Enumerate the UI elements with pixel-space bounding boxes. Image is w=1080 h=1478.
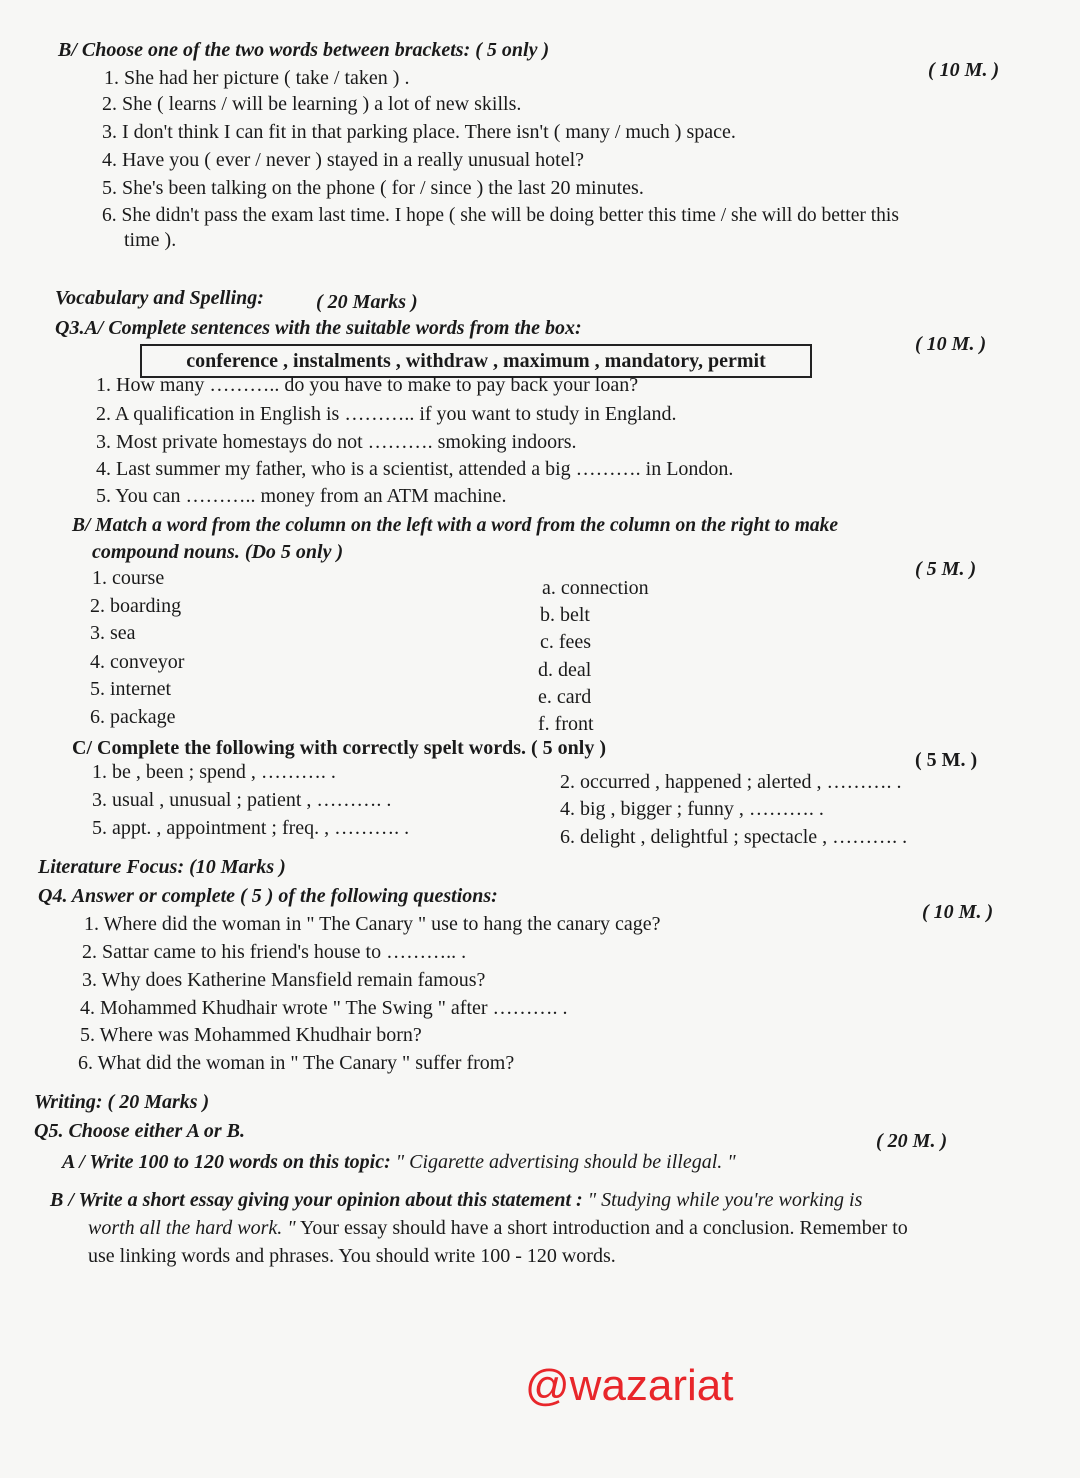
q4-item-1: 1. Where did the woman in " The Canary " use to hang the canary cage?	[84, 913, 661, 935]
match-left-2: 2. boarding	[90, 595, 182, 617]
q3b-heading-line-2: compound nouns. (Do 5 only )	[92, 541, 344, 563]
match-left-3: 3. sea	[90, 622, 136, 644]
match-right-b: b. belt	[540, 604, 590, 626]
match-right-f: f. front	[538, 713, 594, 735]
q4-item-5: 5. Where was Mohammed Khudhair born?	[80, 1024, 422, 1046]
q5-option-b-label: B / Write a short essay giving your opinion about this statement :	[50, 1189, 583, 1211]
vocab-marks: ( 20 Marks )	[316, 291, 418, 313]
part-b-item-6-cont: time ).	[124, 229, 177, 251]
spelling-5: 5. appt. , appointment ; freq. , ………. .	[92, 817, 410, 839]
q4-heading: Q4. Answer or complete ( 5 ) of the following questions:	[38, 885, 498, 907]
q3a-item-1: 1. How many ……….. do you have to make to pay back your loan?	[96, 374, 639, 396]
match-left-4: 4. conveyor	[90, 651, 185, 673]
q4-item-6: 6. What did the woman in " The Canary " suffer from?	[78, 1052, 515, 1074]
spelling-2: 2. occurred , happened ; alerted , ………. .	[560, 771, 902, 793]
q4-item-4: 4. Mohammed Khudhair wrote " The Swing " after ………. .	[80, 997, 568, 1019]
match-right-e: e. card	[538, 686, 592, 708]
q5-option-a	[62, 1150, 736, 1174]
q3b-heading-line-1: B/ Match a word from the column on the left with a word from the column on the right to make	[72, 515, 839, 536]
q3a-item-5: 5. You can ……….. money from an ATM machine.	[96, 485, 507, 507]
spelling-3: 3. usual , unusual ; patient , ………. .	[92, 789, 392, 811]
q5-option-b-line-1	[50, 1188, 862, 1212]
q3c-heading: C/ Complete the following with correctly spelt words. ( 5 only )	[72, 737, 607, 759]
q5-option-b-quote-1: " Studying while you're working is	[587, 1189, 863, 1211]
match-left-1: 1. course	[92, 567, 165, 589]
q3a-heading: Q3.A/ Complete sentences with the suitable words from the box:	[55, 317, 582, 339]
q3a-item-3: 3. Most private homestays do not ………. smoking indoors.	[96, 431, 577, 453]
q3b-marks: ( 5 M. )	[915, 558, 977, 580]
watermark-handle: @wazariat	[525, 1361, 734, 1410]
spelling-1: 1. be , been ; spend , ………. .	[92, 761, 336, 783]
match-right-c: c. fees	[540, 631, 592, 653]
q3a-item-4: 4. Last summer my father, who is a scientist, attended a big ………. in London.	[96, 458, 734, 480]
spelling-4: 4. big , bigger ; funny , ………. .	[560, 798, 824, 820]
match-right-d: d. deal	[538, 659, 592, 681]
part-b-item-1: 1. She had her picture ( take / taken ) .	[104, 67, 410, 89]
match-left-6: 6. package	[90, 706, 176, 728]
q5-option-b-line-3: use linking words and phrases. You should write 100 - 120 words.	[88, 1245, 616, 1267]
word-box: conference , instalments , withdraw , maximum , mandatory, permit	[140, 344, 812, 378]
q4-item-3: 3. Why does Katherine Mansfield remain famous?	[82, 969, 486, 991]
q5-option-b-quote-2: worth all the hard work. "	[88, 1217, 296, 1239]
match-right-a: a. connection	[542, 577, 649, 599]
q5-option-a-topic: " Cigarette advertising should be illegal. "	[395, 1151, 736, 1173]
vocab-heading: Vocabulary and Spelling:	[55, 287, 264, 309]
part-b-heading: B/ Choose one of the two words between brackets: ( 5 only )	[58, 39, 550, 61]
part-b-item-5: 5. She's been talking on the phone ( for / since ) the last 20 minutes.	[102, 177, 644, 199]
literature-heading: Literature Focus: (10 Marks )	[38, 856, 286, 878]
q5-option-a-label: A / Write 100 to 120 words on this topic:	[62, 1151, 391, 1173]
part-b-item-4: 4. Have you ( ever / never ) stayed in a really unusual hotel?	[102, 149, 585, 171]
part-b-item-6: 6. She didn't pass the exam last time. I hope ( she will be doing better this time / she will do better this	[102, 205, 899, 226]
writing-heading: Writing: ( 20 Marks )	[34, 1091, 210, 1113]
q3a-item-2: 2. A qualification in English is ……….. if you want to study in England.	[96, 403, 677, 425]
part-b-item-3: 3. I don't think I can fit in that parking place. There isn't ( many / much ) space.	[102, 121, 736, 143]
q3c-marks: ( 5 M. )	[915, 749, 978, 771]
q4-marks: ( 10 M. )	[922, 901, 994, 923]
q4-item-2: 2. Sattar came to his friend's house to ……….. .	[82, 941, 467, 963]
q3a-marks: ( 10 M. )	[915, 333, 987, 355]
spelling-6: 6. delight , delightful ; spectacle , ………. .	[560, 826, 908, 848]
q5-heading: Q5. Choose either A or B.	[34, 1120, 245, 1142]
q5-marks: ( 20 M. )	[876, 1130, 948, 1152]
part-b-marks: ( 10 M. )	[928, 59, 1000, 81]
part-b-item-2: 2. She ( learns / will be learning ) a lot of new skills.	[102, 93, 522, 115]
q5-option-b-line-2	[88, 1216, 908, 1240]
match-left-5: 5. internet	[90, 678, 172, 700]
q5-option-b-instructions: Your essay should have a short introduction and a conclusion. Remember to	[299, 1217, 908, 1239]
